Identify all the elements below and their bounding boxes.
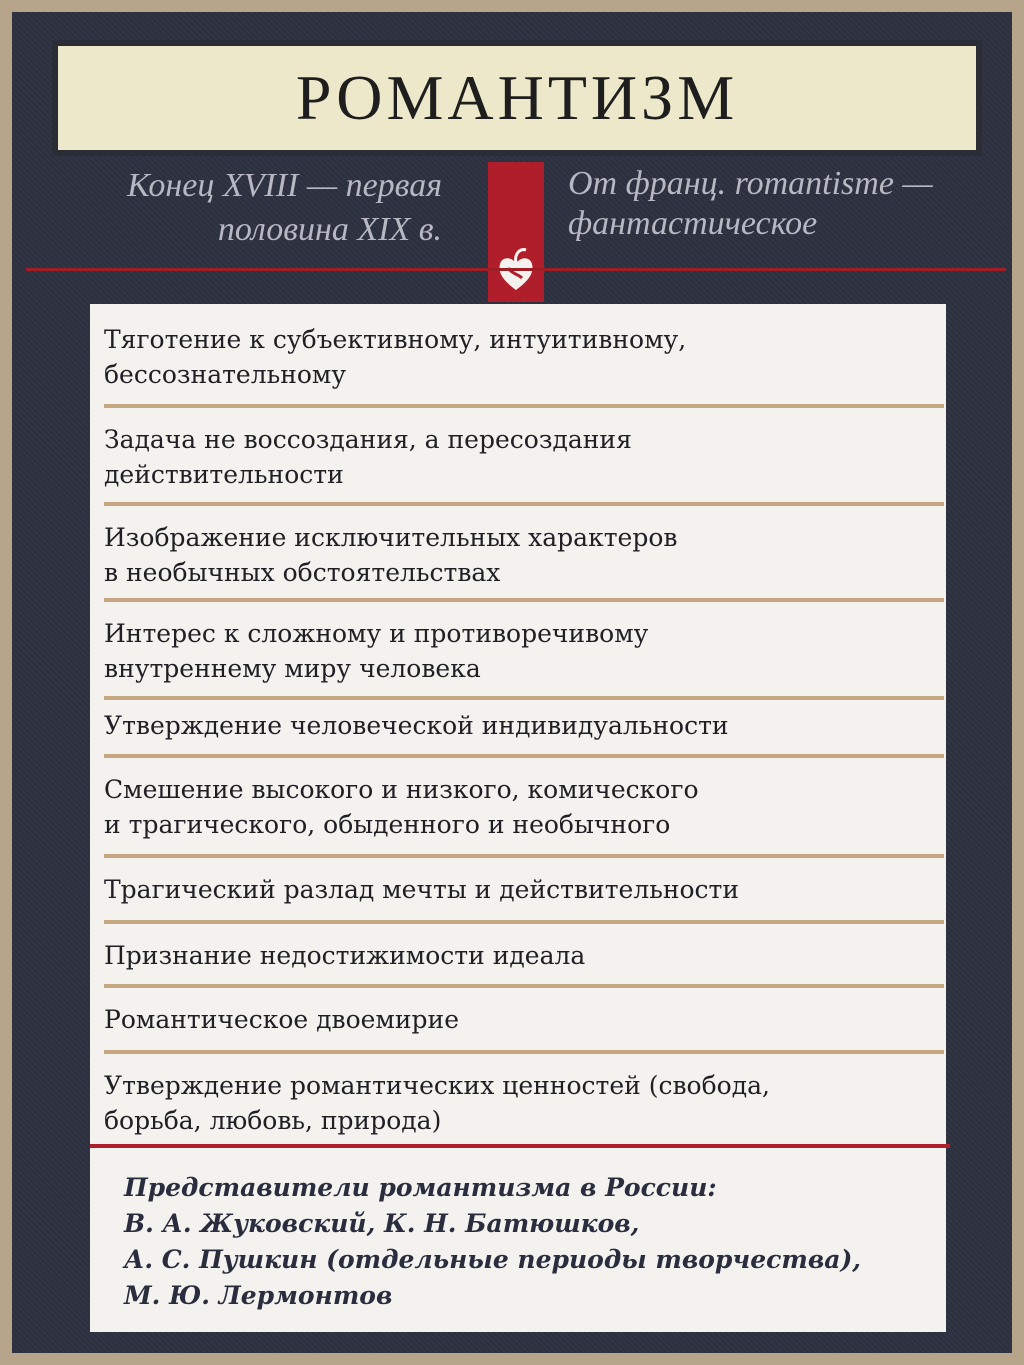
feature-line: Романтическое двоемирие xyxy=(104,1005,460,1034)
separator xyxy=(104,754,944,758)
feature-item xyxy=(104,872,934,907)
title-banner xyxy=(52,40,982,156)
feature-item xyxy=(104,708,934,743)
feature-line: Утверждение человеческой индивидуальности xyxy=(104,711,729,740)
feature-line: Изображение исключительных характеров xyxy=(104,523,678,552)
separator xyxy=(104,1050,944,1054)
header-divider xyxy=(26,268,1006,271)
representatives-divider xyxy=(90,1144,950,1148)
feature-line: Признание недостижимости идеала xyxy=(104,941,586,970)
feature-line: и трагического, обыденного и необычного xyxy=(104,810,671,839)
feature-line: Задача не воссоздания, а пересоздания xyxy=(104,425,632,454)
separator xyxy=(104,502,944,506)
representatives-heading: Представители романтизма в России: xyxy=(124,1173,717,1202)
representatives-line: А. С. Пушкин (отдельные периоды творчества), xyxy=(124,1245,861,1274)
period-line-1: Конец XVIII — первая xyxy=(127,167,442,204)
poster-board xyxy=(12,12,1012,1353)
feature-item xyxy=(104,938,934,973)
feature-line: в необычных обстоятельствах xyxy=(104,558,501,587)
feature-item xyxy=(104,322,934,392)
separator xyxy=(104,598,944,602)
feature-line: Смешение высокого и низкого, комического xyxy=(104,775,699,804)
feature-line: борьба, любовь, природа) xyxy=(104,1106,442,1135)
feature-line: действительности xyxy=(104,460,344,489)
feature-line: внутреннему миру человека xyxy=(104,654,481,683)
feature-line: бессознательному xyxy=(104,360,347,389)
period-text xyxy=(82,164,442,252)
page-title: РОМАНТИЗМ xyxy=(295,62,739,133)
representatives-line: В. А. Жуковский, К. Н. Батюшков, xyxy=(124,1209,640,1238)
representatives-block xyxy=(124,1170,934,1314)
separator xyxy=(104,404,944,408)
etymology-text xyxy=(568,164,1008,244)
separator xyxy=(104,696,944,700)
feature-item xyxy=(104,422,934,492)
etymology-line-2: фантастическое xyxy=(568,205,818,242)
features-panel xyxy=(90,304,946,1332)
feature-item xyxy=(104,772,934,842)
feature-line: Утверждение романтических ценностей (свобода, xyxy=(104,1071,770,1100)
representatives-line: М. Ю. Лермонтов xyxy=(124,1281,393,1310)
feature-item xyxy=(104,1002,934,1037)
feature-line: Трагический разлад мечты и действительности xyxy=(104,875,740,904)
separator xyxy=(104,920,944,924)
feature-line: Интерес к сложному и противоречивому xyxy=(104,619,649,648)
feature-line: Тяготение к субъективному, интуитивному, xyxy=(104,325,687,354)
etymology-line-1: От франц. romantisme — xyxy=(568,165,933,202)
feature-item xyxy=(104,1068,934,1138)
separator xyxy=(104,854,944,858)
feature-item xyxy=(104,616,934,686)
period-line-2: половина XIX в. xyxy=(217,211,442,248)
feature-item xyxy=(104,520,934,590)
separator xyxy=(104,984,944,988)
